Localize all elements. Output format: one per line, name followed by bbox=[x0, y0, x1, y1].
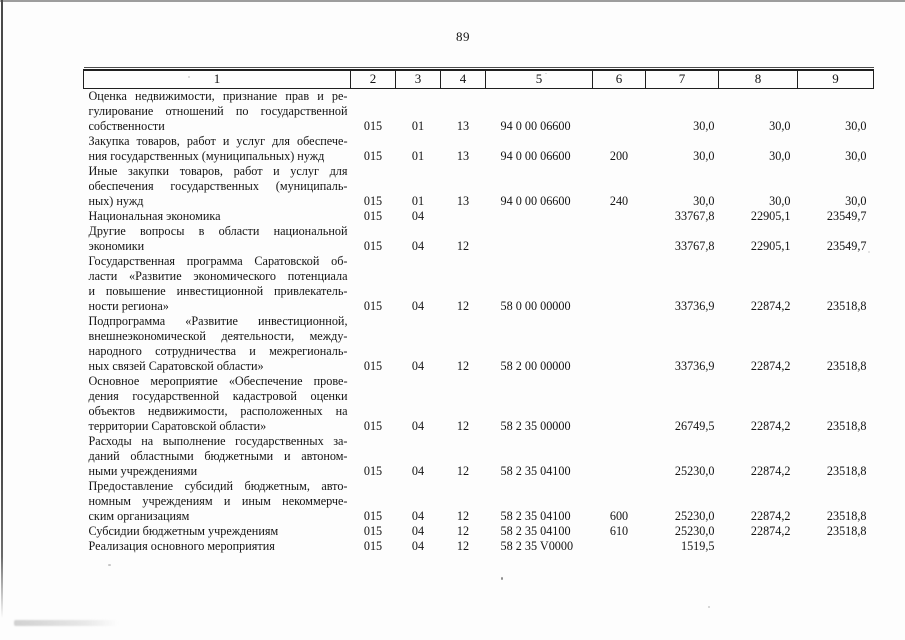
row-desc-line: Иные закупки товаров, работ и услуг для bbox=[88, 164, 348, 178]
row-desc-line: Национальная экономика bbox=[88, 209, 221, 223]
table-row bbox=[84, 524, 874, 539]
cell-c2: 015 bbox=[363, 149, 383, 163]
table-row bbox=[84, 164, 874, 209]
cell-c5: 58 2 35 04100 bbox=[500, 509, 571, 523]
row-desc-line: Государственная программа Саратовской об- bbox=[88, 254, 348, 268]
cell-c3: 04 bbox=[411, 419, 425, 433]
col-header-6: 6 bbox=[593, 70, 646, 89]
row-description bbox=[84, 89, 351, 134]
scan-smudge bbox=[14, 620, 118, 626]
table-row bbox=[84, 314, 874, 374]
cell-c7: 33736,9 bbox=[674, 299, 715, 313]
cell-c2: 015 bbox=[363, 509, 383, 523]
table-row bbox=[84, 479, 874, 524]
cell-c9: 23518,8 bbox=[826, 359, 867, 373]
row-desc-line: объектов недвижимости, расположенных на bbox=[88, 404, 348, 418]
row-desc-line: собственности bbox=[88, 119, 165, 133]
cell-c2: 015 bbox=[363, 299, 383, 313]
col-header-3: 3 bbox=[396, 70, 441, 89]
cell-c6 bbox=[593, 254, 646, 314]
cell-c4 bbox=[441, 209, 486, 224]
cell-c6: 200 bbox=[609, 149, 629, 163]
cell-c2: 015 bbox=[363, 539, 383, 553]
cell-c4: 13 bbox=[456, 119, 470, 133]
cell-c7: 33767,8 bbox=[674, 239, 715, 253]
cell-c6 bbox=[593, 89, 646, 134]
cell-c3: 04 bbox=[411, 299, 425, 313]
scan-speck bbox=[708, 606, 710, 608]
row-desc-line: номным учреждениям и иным некоммерче- bbox=[88, 494, 348, 508]
table-row bbox=[84, 434, 874, 479]
row-desc-line: ским организациям bbox=[88, 509, 190, 523]
row-desc-line: народного сотрудничества и межрегиональ- bbox=[88, 344, 348, 358]
cell-c7: 25230,0 bbox=[674, 524, 715, 538]
scan-speck bbox=[868, 251, 870, 253]
cell-c9: 23518,8 bbox=[826, 509, 867, 523]
cell-c4: 13 bbox=[456, 149, 470, 163]
row-desc-line: Основное мероприятие «Обеспечение прове- bbox=[88, 374, 348, 388]
cell-c8: 22874,2 bbox=[750, 509, 791, 523]
cell-c7: 25230,0 bbox=[674, 464, 715, 478]
cell-c8: 22874,2 bbox=[750, 419, 791, 433]
scan-speck bbox=[545, 73, 547, 74]
cell-c6 bbox=[593, 209, 646, 224]
cell-c5: 94 0 00 06600 bbox=[500, 194, 571, 208]
table-row bbox=[84, 539, 874, 554]
cell-c8: 30,0 bbox=[769, 194, 791, 208]
row-desc-line: ных связей Саратовской области» bbox=[88, 359, 264, 373]
row-desc-line: и повышение инвестиционной привлекатель- bbox=[88, 284, 348, 298]
cell-c2: 015 bbox=[363, 209, 383, 223]
cell-c7: 25230,0 bbox=[674, 509, 715, 523]
row-desc-line: ности региона» bbox=[88, 299, 169, 313]
row-description bbox=[84, 254, 351, 314]
cell-c6 bbox=[593, 434, 646, 479]
row-desc-line: дения государственной кадастровой оценки bbox=[88, 389, 348, 403]
cell-c8: 22905,1 bbox=[750, 209, 791, 223]
row-description bbox=[84, 539, 351, 554]
cell-c8: 22874,2 bbox=[750, 359, 791, 373]
cell-c6 bbox=[593, 539, 646, 554]
table-row bbox=[84, 89, 874, 134]
cell-c8: 22874,2 bbox=[750, 464, 791, 478]
cell-c3: 01 bbox=[411, 119, 425, 133]
cell-c5 bbox=[486, 209, 593, 224]
cell-c2: 015 bbox=[363, 419, 383, 433]
cell-c2: 015 bbox=[363, 524, 383, 538]
row-description bbox=[84, 134, 351, 164]
cell-c5 bbox=[486, 224, 593, 254]
table-row bbox=[84, 134, 874, 164]
cell-c5: 94 0 00 06600 bbox=[500, 119, 571, 133]
cell-c9: 23549,7 bbox=[826, 209, 867, 223]
cell-c2: 015 bbox=[363, 194, 383, 208]
cell-c5: 94 0 00 06600 bbox=[500, 149, 571, 163]
row-desc-line: Реализация основного мероприятия bbox=[88, 539, 275, 553]
cell-c6 bbox=[593, 224, 646, 254]
table-row bbox=[84, 374, 874, 434]
col-header-1: 1 bbox=[84, 70, 351, 89]
cell-c5: 58 2 00 00000 bbox=[500, 359, 571, 373]
cell-c4: 12 bbox=[456, 299, 470, 313]
row-desc-line: Оценка недвижимости, признание прав и ре- bbox=[88, 89, 348, 103]
cell-c8: 30,0 bbox=[769, 119, 791, 133]
row-desc-line: Подпрограмма «Развитие инвестиционной, bbox=[88, 314, 348, 328]
cell-c3: 04 bbox=[411, 359, 425, 373]
cell-c5: 58 2 35 00000 bbox=[500, 419, 571, 433]
col-header-4: 4 bbox=[441, 70, 486, 89]
cell-c3: 01 bbox=[411, 194, 425, 208]
cell-c3: 04 bbox=[411, 539, 425, 553]
row-desc-line: гулирование отношений по государственной bbox=[88, 104, 348, 118]
row-desc-line: Предоставление субсидий бюджетным, авто- bbox=[88, 479, 348, 493]
cell-c8: 22874,2 bbox=[750, 299, 791, 313]
cell-c2: 015 bbox=[363, 464, 383, 478]
row-desc-line: внешнеэкономической деятельности, между- bbox=[88, 329, 348, 343]
cell-c4: 12 bbox=[456, 464, 470, 478]
cell-c3: 04 bbox=[411, 239, 425, 253]
cell-c8: 22905,1 bbox=[750, 239, 791, 253]
col-header-8: 8 bbox=[719, 70, 798, 89]
row-description bbox=[84, 224, 351, 254]
cell-c9 bbox=[798, 539, 874, 554]
row-desc-line: Субсидии бюджетным учреждениям bbox=[88, 524, 279, 538]
cell-c2: 015 bbox=[363, 239, 383, 253]
cell-c6: 240 bbox=[609, 194, 629, 208]
cell-c8: 22874,2 bbox=[750, 524, 791, 538]
row-desc-line: ния государственных (муниципальных) нужд bbox=[88, 149, 325, 163]
col-header-2: 2 bbox=[351, 70, 396, 89]
table-row bbox=[84, 254, 874, 314]
cell-c6 bbox=[593, 374, 646, 434]
row-description bbox=[84, 479, 351, 524]
cell-c4: 12 bbox=[456, 419, 470, 433]
cell-c4: 12 bbox=[456, 509, 470, 523]
table-header-row bbox=[84, 70, 874, 89]
scan-speck bbox=[501, 577, 503, 580]
row-description bbox=[84, 314, 351, 374]
cell-c7: 30,0 bbox=[693, 119, 715, 133]
row-desc-line: ными учреждениями bbox=[88, 464, 198, 478]
cell-c5: 58 0 00 00000 bbox=[500, 299, 571, 313]
row-description bbox=[84, 164, 351, 209]
cell-c3: 04 bbox=[411, 464, 425, 478]
row-desc-line: ных) нужд bbox=[88, 194, 144, 208]
cell-c5: 58 2 35 04100 bbox=[500, 524, 571, 538]
cell-c6: 600 bbox=[609, 509, 629, 523]
cell-c3: 04 bbox=[411, 209, 425, 223]
cell-c7: 1519,5 bbox=[680, 539, 715, 553]
cell-c5: 58 2 35 04100 bbox=[500, 464, 571, 478]
cell-c9: 30,0 bbox=[845, 149, 867, 163]
table-row bbox=[84, 209, 874, 224]
scan-edge-top bbox=[0, 0, 905, 2]
row-desc-line: Расходы на выполнение государственных за- bbox=[88, 434, 348, 448]
cell-c9: 23518,8 bbox=[826, 419, 867, 433]
cell-c9: 23549,7 bbox=[826, 239, 867, 253]
cell-c7: 33736,9 bbox=[674, 359, 715, 373]
page-number: 89 bbox=[456, 29, 470, 44]
cell-c7: 26749,5 bbox=[674, 419, 715, 433]
row-desc-line: ласти «Развитие экономического потенциала bbox=[88, 269, 348, 283]
cell-c6: 610 bbox=[609, 524, 629, 538]
cell-c9: 23518,8 bbox=[826, 299, 867, 313]
cell-c4: 12 bbox=[456, 539, 470, 553]
cell-c9: 30,0 bbox=[845, 119, 867, 133]
row-desc-line: экономики bbox=[88, 239, 145, 253]
cell-c7: 30,0 bbox=[693, 194, 715, 208]
scan-speck bbox=[188, 76, 190, 78]
cell-c8: 30,0 bbox=[769, 149, 791, 163]
col-header-9: 9 bbox=[798, 70, 874, 89]
cell-c8 bbox=[719, 539, 798, 554]
row-desc-line: Закупка товаров, работ и услуг для обеспече- bbox=[88, 134, 348, 148]
row-desc-line: обеспечения государственных (муниципаль- bbox=[88, 179, 348, 193]
row-description bbox=[84, 524, 351, 539]
cell-c3: 01 bbox=[411, 149, 425, 163]
scan-edge-left bbox=[1, 0, 3, 618]
col-header-5: 5 bbox=[486, 70, 593, 89]
cell-c4: 12 bbox=[456, 524, 470, 538]
col-header-7: 7 bbox=[646, 70, 719, 89]
cell-c3: 04 bbox=[411, 509, 425, 523]
cell-c6 bbox=[593, 314, 646, 374]
table-row bbox=[84, 224, 874, 254]
cell-c2: 015 bbox=[363, 119, 383, 133]
cell-c9: 23518,8 bbox=[826, 464, 867, 478]
row-desc-line: Другие вопросы в области национальной bbox=[88, 224, 348, 238]
cell-c5: 58 2 35 V0000 bbox=[500, 539, 574, 553]
budget-table bbox=[83, 69, 874, 554]
cell-c7: 30,0 bbox=[693, 149, 715, 163]
cell-c9: 30,0 bbox=[845, 194, 867, 208]
scan-speck bbox=[108, 564, 111, 566]
row-description bbox=[84, 209, 351, 224]
cell-c4: 13 bbox=[456, 194, 470, 208]
row-description bbox=[84, 434, 351, 479]
row-desc-line: территории Саратовской области» bbox=[88, 419, 267, 433]
cell-c9: 23518,8 bbox=[826, 524, 867, 538]
row-description bbox=[84, 374, 351, 434]
row-desc-line: даний областными бюджетными и автоном- bbox=[88, 449, 348, 463]
cell-c7: 33767,8 bbox=[674, 209, 715, 223]
cell-c2: 015 bbox=[363, 359, 383, 373]
cell-c4: 12 bbox=[456, 359, 470, 373]
cell-c3: 04 bbox=[411, 524, 425, 538]
cell-c4: 12 bbox=[456, 239, 470, 253]
